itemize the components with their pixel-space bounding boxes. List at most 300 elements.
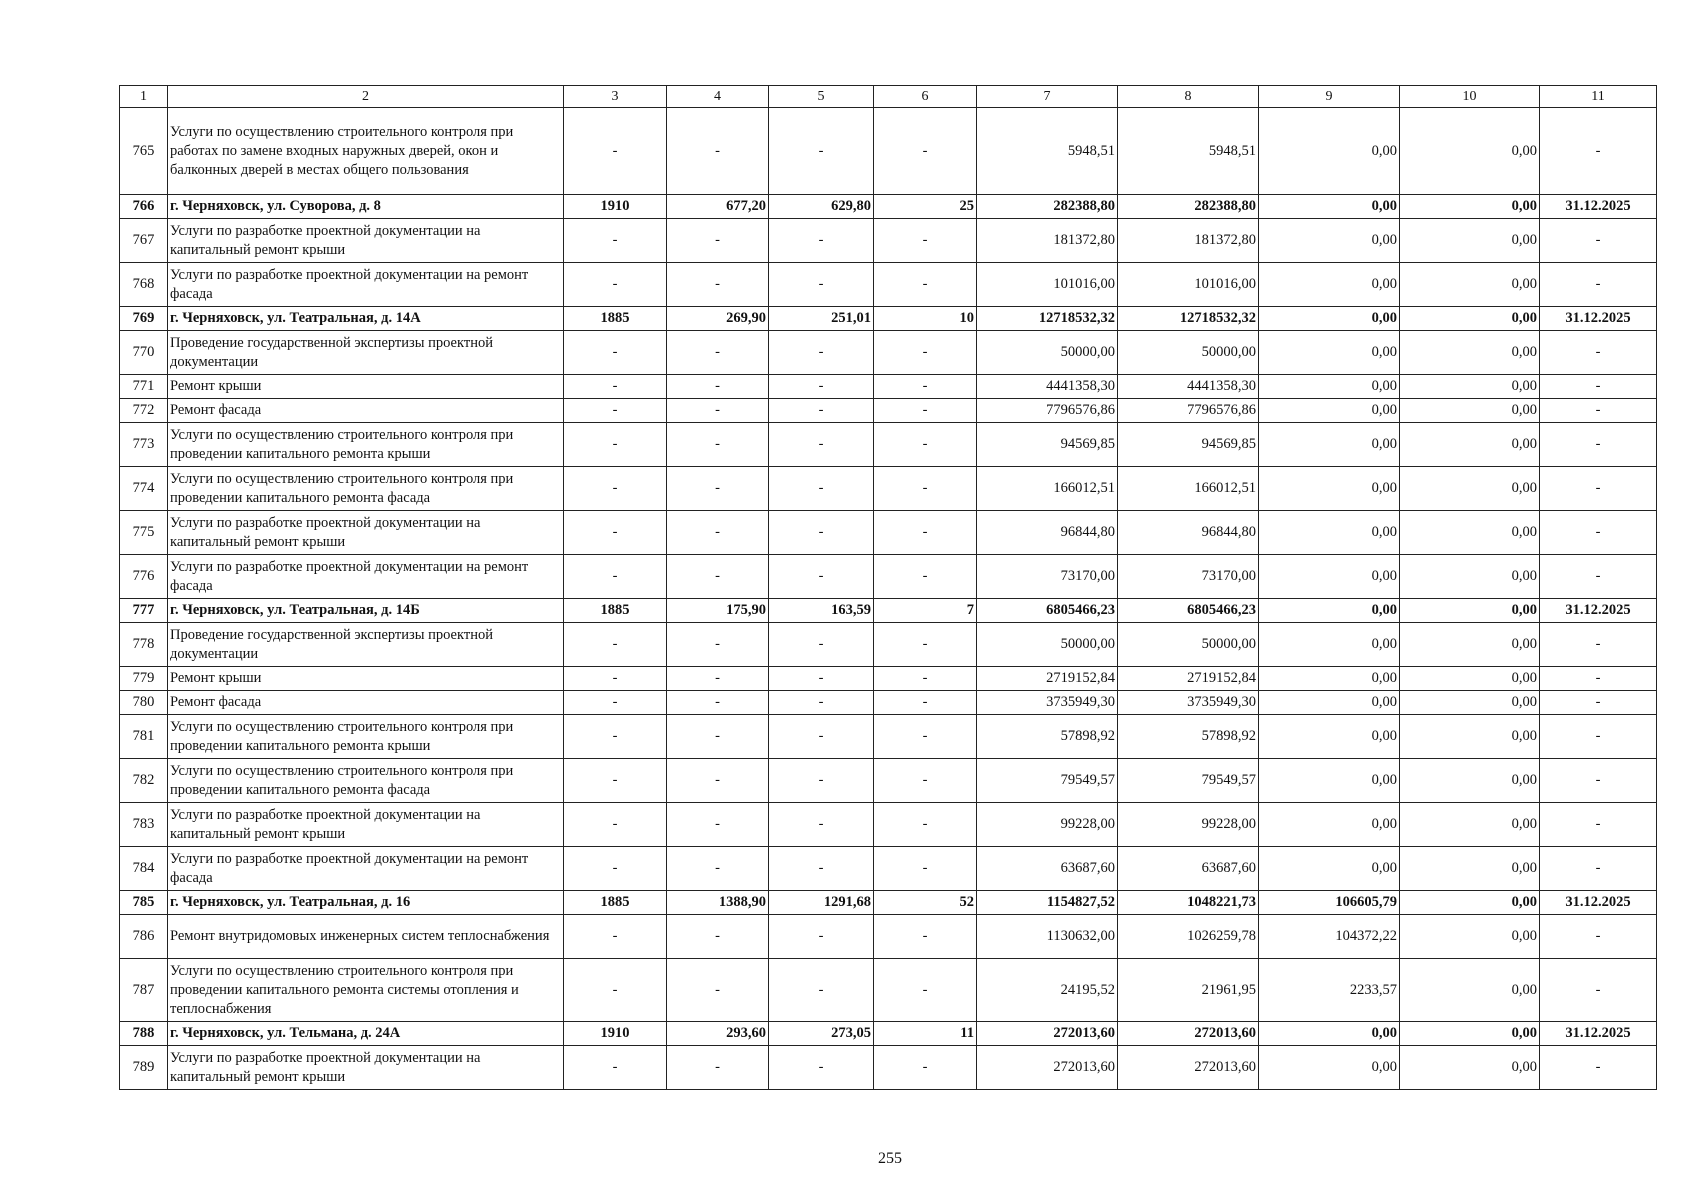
row-description: Услуги по осуществлению строительного контроля при работах по замене входных наружных дверей, окон и балконных дверей в местах общего пользования	[168, 108, 564, 195]
row-description: Услуги по осуществлению строительного контроля при проведении капитального ремонта крыши	[168, 423, 564, 467]
col9-amount: 104372,22	[1259, 915, 1400, 959]
col6-value: 52	[874, 891, 977, 915]
row-description: Услуги по разработке проектной документации на ремонт фасада	[168, 847, 564, 891]
col3-value: 1885	[564, 599, 667, 623]
col8-amount: 94569,85	[1118, 423, 1259, 467]
col9-amount: 0,00	[1259, 599, 1400, 623]
col11-value: -	[1540, 399, 1657, 423]
col9-amount: 0,00	[1259, 759, 1400, 803]
col6-value: -	[874, 108, 977, 195]
col10-amount: 0,00	[1400, 847, 1540, 891]
col8-amount: 166012,51	[1118, 467, 1259, 511]
col3-value: -	[564, 263, 667, 307]
row-description: Услуги по осуществлению строительного контроля при проведении капитального ремонта системы отопления и теплоснабжения	[168, 959, 564, 1022]
col6-value: -	[874, 759, 977, 803]
col4-value: -	[667, 511, 769, 555]
row-number: 785	[120, 891, 168, 915]
col10-amount: 0,00	[1400, 307, 1540, 331]
col11-value: 31.12.2025	[1540, 195, 1657, 219]
col9-amount: 0,00	[1259, 195, 1400, 219]
col7-amount: 5948,51	[977, 108, 1118, 195]
col8-amount: 4441358,30	[1118, 375, 1259, 399]
column-number-2: 2	[168, 86, 564, 108]
col4-value: -	[667, 623, 769, 667]
col8-amount: 181372,80	[1118, 219, 1259, 263]
col7-amount: 272013,60	[977, 1022, 1118, 1046]
col9-amount: 2233,57	[1259, 959, 1400, 1022]
column-number-6: 6	[874, 86, 977, 108]
col4-value: -	[667, 375, 769, 399]
col5-value: -	[769, 219, 874, 263]
col10-amount: 0,00	[1400, 599, 1540, 623]
col7-amount: 24195,52	[977, 959, 1118, 1022]
col3-value: -	[564, 375, 667, 399]
row-number: 781	[120, 715, 168, 759]
col11-value: -	[1540, 959, 1657, 1022]
col11-value: -	[1540, 667, 1657, 691]
col5-value: -	[769, 511, 874, 555]
col8-amount: 1048221,73	[1118, 891, 1259, 915]
row-number: 780	[120, 691, 168, 715]
table-row	[120, 1046, 1657, 1090]
col6-value: -	[874, 715, 977, 759]
col4-value: -	[667, 715, 769, 759]
table-row	[120, 803, 1657, 847]
row-number: 770	[120, 331, 168, 375]
col10-amount: 0,00	[1400, 263, 1540, 307]
col4-value: -	[667, 803, 769, 847]
column-number-4: 4	[667, 86, 769, 108]
table-row	[120, 691, 1657, 715]
col3-value: 1910	[564, 195, 667, 219]
col7-amount: 12718532,32	[977, 307, 1118, 331]
col6-value: -	[874, 399, 977, 423]
col10-amount: 0,00	[1400, 467, 1540, 511]
table-row-address	[120, 1022, 1657, 1046]
col3-value: -	[564, 467, 667, 511]
col3-value: -	[564, 959, 667, 1022]
column-number-9: 9	[1259, 86, 1400, 108]
row-description: г. Черняховск, ул. Театральная, д. 16	[168, 891, 564, 915]
table-row	[120, 759, 1657, 803]
col11-value: -	[1540, 511, 1657, 555]
col11-value: 31.12.2025	[1540, 599, 1657, 623]
col3-value: 1885	[564, 891, 667, 915]
col8-amount: 21961,95	[1118, 959, 1259, 1022]
col10-amount: 0,00	[1400, 331, 1540, 375]
col4-value: -	[667, 667, 769, 691]
col4-value: 175,90	[667, 599, 769, 623]
col10-amount: 0,00	[1400, 423, 1540, 467]
row-number: 774	[120, 467, 168, 511]
col4-value: -	[667, 1046, 769, 1090]
col3-value: -	[564, 715, 667, 759]
col11-value: -	[1540, 375, 1657, 399]
col9-amount: 0,00	[1259, 375, 1400, 399]
col3-value: -	[564, 667, 667, 691]
col7-amount: 166012,51	[977, 467, 1118, 511]
table-row	[120, 399, 1657, 423]
col11-value: -	[1540, 331, 1657, 375]
table-row	[120, 467, 1657, 511]
col5-value: -	[769, 555, 874, 599]
col11-value: -	[1540, 467, 1657, 511]
col3-value: 1910	[564, 1022, 667, 1046]
col8-amount: 7796576,86	[1118, 399, 1259, 423]
col5-value: -	[769, 715, 874, 759]
col9-amount: 0,00	[1259, 623, 1400, 667]
col8-amount: 57898,92	[1118, 715, 1259, 759]
col10-amount: 0,00	[1400, 511, 1540, 555]
row-number: 771	[120, 375, 168, 399]
col11-value: -	[1540, 715, 1657, 759]
col3-value: -	[564, 555, 667, 599]
table-row	[120, 511, 1657, 555]
table-row-address	[120, 891, 1657, 915]
col8-amount: 79549,57	[1118, 759, 1259, 803]
col7-amount: 2719152,84	[977, 667, 1118, 691]
col4-value: -	[667, 847, 769, 891]
col11-value: -	[1540, 1046, 1657, 1090]
col3-value: -	[564, 219, 667, 263]
row-number: 777	[120, 599, 168, 623]
table-row	[120, 219, 1657, 263]
col5-value: -	[769, 959, 874, 1022]
col9-amount: 0,00	[1259, 1046, 1400, 1090]
col5-value: -	[769, 331, 874, 375]
col7-amount: 99228,00	[977, 803, 1118, 847]
col11-value: -	[1540, 759, 1657, 803]
page-number: 255	[878, 1150, 902, 1167]
col6-value: -	[874, 263, 977, 307]
row-number: 786	[120, 915, 168, 959]
col6-value: -	[874, 1046, 977, 1090]
row-number: 789	[120, 1046, 168, 1090]
col10-amount: 0,00	[1400, 195, 1540, 219]
col4-value: -	[667, 108, 769, 195]
col4-value: 677,20	[667, 195, 769, 219]
col11-value: -	[1540, 108, 1657, 195]
col11-value: 31.12.2025	[1540, 307, 1657, 331]
table-row-address	[120, 195, 1657, 219]
row-description: Ремонт фасада	[168, 399, 564, 423]
col4-value: -	[667, 263, 769, 307]
col8-amount: 50000,00	[1118, 623, 1259, 667]
col5-value: -	[769, 691, 874, 715]
works-table	[119, 85, 1657, 1090]
col10-amount: 0,00	[1400, 759, 1540, 803]
row-number: 776	[120, 555, 168, 599]
row-number: 765	[120, 108, 168, 195]
col8-amount: 6805466,23	[1118, 599, 1259, 623]
table-row	[120, 108, 1657, 195]
col3-value: -	[564, 803, 667, 847]
row-description: Услуги по осуществлению строительного контроля при проведении капитального ремонта крыши	[168, 715, 564, 759]
col6-value: -	[874, 555, 977, 599]
col5-value: -	[769, 803, 874, 847]
col7-amount: 101016,00	[977, 263, 1118, 307]
col9-amount: 0,00	[1259, 667, 1400, 691]
row-description: Услуги по разработке проектной документации на капитальный ремонт крыши	[168, 803, 564, 847]
col9-amount: 0,00	[1259, 263, 1400, 307]
col4-value: -	[667, 555, 769, 599]
table-row	[120, 263, 1657, 307]
col10-amount: 0,00	[1400, 623, 1540, 667]
table-row	[120, 959, 1657, 1022]
col9-amount: 0,00	[1259, 467, 1400, 511]
col3-value: 1885	[564, 307, 667, 331]
col5-value: -	[769, 108, 874, 195]
col4-value: 293,60	[667, 1022, 769, 1046]
row-description: г. Черняховск, ул. Суворова, д. 8	[168, 195, 564, 219]
col7-amount: 1154827,52	[977, 891, 1118, 915]
col11-value: 31.12.2025	[1540, 1022, 1657, 1046]
col10-amount: 0,00	[1400, 1046, 1540, 1090]
col7-amount: 3735949,30	[977, 691, 1118, 715]
col3-value: -	[564, 847, 667, 891]
col8-amount: 272013,60	[1118, 1046, 1259, 1090]
col6-value: -	[874, 219, 977, 263]
col5-value: -	[769, 399, 874, 423]
col10-amount: 0,00	[1400, 375, 1540, 399]
col5-value: -	[769, 847, 874, 891]
col7-amount: 7796576,86	[977, 399, 1118, 423]
row-description: Услуги по разработке проектной документации на капитальный ремонт крыши	[168, 1046, 564, 1090]
col11-value: -	[1540, 915, 1657, 959]
col7-amount: 50000,00	[977, 623, 1118, 667]
col5-value: 251,01	[769, 307, 874, 331]
row-description: Услуги по осуществлению строительного контроля при проведении капитального ремонта фасада	[168, 759, 564, 803]
column-number-8: 8	[1118, 86, 1259, 108]
col3-value: -	[564, 623, 667, 667]
col5-value: -	[769, 915, 874, 959]
col4-value: -	[667, 691, 769, 715]
col5-value: 273,05	[769, 1022, 874, 1046]
row-number: 784	[120, 847, 168, 891]
col10-amount: 0,00	[1400, 959, 1540, 1022]
col4-value: -	[667, 959, 769, 1022]
row-number: 778	[120, 623, 168, 667]
col10-amount: 0,00	[1400, 1022, 1540, 1046]
col5-value: 1291,68	[769, 891, 874, 915]
column-number-row	[120, 86, 1657, 108]
col9-amount: 0,00	[1259, 399, 1400, 423]
col6-value: -	[874, 511, 977, 555]
col5-value: -	[769, 263, 874, 307]
col4-value: -	[667, 759, 769, 803]
row-number: 782	[120, 759, 168, 803]
col11-value: -	[1540, 803, 1657, 847]
row-number: 788	[120, 1022, 168, 1046]
row-description: г. Черняховск, ул. Театральная, д. 14Б	[168, 599, 564, 623]
row-description: Услуги по разработке проектной документации на ремонт фасада	[168, 263, 564, 307]
col7-amount: 6805466,23	[977, 599, 1118, 623]
table-row	[120, 915, 1657, 959]
row-number: 766	[120, 195, 168, 219]
table-body	[120, 86, 1657, 1090]
col11-value: -	[1540, 263, 1657, 307]
col10-amount: 0,00	[1400, 399, 1540, 423]
col9-amount: 0,00	[1259, 715, 1400, 759]
col11-value: -	[1540, 423, 1657, 467]
col6-value: -	[874, 959, 977, 1022]
row-number: 767	[120, 219, 168, 263]
col4-value: -	[667, 423, 769, 467]
col4-value: -	[667, 915, 769, 959]
col6-value: 10	[874, 307, 977, 331]
column-number-3: 3	[564, 86, 667, 108]
col5-value: -	[769, 623, 874, 667]
row-description: Услуги по разработке проектной документации на ремонт фасада	[168, 555, 564, 599]
col6-value: -	[874, 667, 977, 691]
col6-value: 11	[874, 1022, 977, 1046]
col6-value: -	[874, 847, 977, 891]
col3-value: -	[564, 1046, 667, 1090]
row-number: 787	[120, 959, 168, 1022]
row-description: Проведение государственной экспертизы проектной документации	[168, 623, 564, 667]
col9-amount: 0,00	[1259, 803, 1400, 847]
col3-value: -	[564, 331, 667, 375]
col10-amount: 0,00	[1400, 555, 1540, 599]
col6-value: -	[874, 467, 977, 511]
col8-amount: 272013,60	[1118, 1022, 1259, 1046]
col8-amount: 63687,60	[1118, 847, 1259, 891]
row-number: 772	[120, 399, 168, 423]
col9-amount: 0,00	[1259, 108, 1400, 195]
table-row	[120, 623, 1657, 667]
col6-value: -	[874, 423, 977, 467]
column-number-11: 11	[1540, 86, 1657, 108]
col8-amount: 50000,00	[1118, 331, 1259, 375]
col10-amount: 0,00	[1400, 915, 1540, 959]
col11-value: -	[1540, 555, 1657, 599]
col3-value: -	[564, 759, 667, 803]
col7-amount: 96844,80	[977, 511, 1118, 555]
col7-amount: 272013,60	[977, 1046, 1118, 1090]
col11-value: -	[1540, 691, 1657, 715]
col10-amount: 0,00	[1400, 667, 1540, 691]
col6-value: 25	[874, 195, 977, 219]
col8-amount: 73170,00	[1118, 555, 1259, 599]
col4-value: -	[667, 467, 769, 511]
row-number: 768	[120, 263, 168, 307]
col5-value: -	[769, 423, 874, 467]
col4-value: 1388,90	[667, 891, 769, 915]
row-description: Ремонт фасада	[168, 691, 564, 715]
row-number: 769	[120, 307, 168, 331]
col4-value: -	[667, 219, 769, 263]
column-number-10: 10	[1400, 86, 1540, 108]
col9-amount: 0,00	[1259, 847, 1400, 891]
table-row-address	[120, 599, 1657, 623]
col3-value: -	[564, 399, 667, 423]
column-number-1: 1	[120, 86, 168, 108]
col8-amount: 96844,80	[1118, 511, 1259, 555]
col6-value: -	[874, 375, 977, 399]
row-number: 783	[120, 803, 168, 847]
col10-amount: 0,00	[1400, 691, 1540, 715]
col4-value: 269,90	[667, 307, 769, 331]
col5-value: -	[769, 667, 874, 691]
col3-value: -	[564, 108, 667, 195]
col7-amount: 63687,60	[977, 847, 1118, 891]
col9-amount: 0,00	[1259, 555, 1400, 599]
col9-amount: 0,00	[1259, 307, 1400, 331]
col7-amount: 282388,80	[977, 195, 1118, 219]
col7-amount: 1130632,00	[977, 915, 1118, 959]
col10-amount: 0,00	[1400, 108, 1540, 195]
col9-amount: 0,00	[1259, 219, 1400, 263]
col8-amount: 101016,00	[1118, 263, 1259, 307]
row-description: Ремонт внутридомовых инженерных систем теплоснабжения	[168, 915, 564, 959]
col8-amount: 2719152,84	[1118, 667, 1259, 691]
col11-value: -	[1540, 623, 1657, 667]
col7-amount: 181372,80	[977, 219, 1118, 263]
col6-value: -	[874, 691, 977, 715]
col10-amount: 0,00	[1400, 891, 1540, 915]
row-number: 779	[120, 667, 168, 691]
table-row	[120, 555, 1657, 599]
col6-value: -	[874, 803, 977, 847]
col6-value: 7	[874, 599, 977, 623]
col6-value: -	[874, 623, 977, 667]
col3-value: -	[564, 915, 667, 959]
row-description: Услуги по осуществлению строительного контроля при проведении капитального ремонта фасада	[168, 467, 564, 511]
row-description: Услуги по разработке проектной документации на капитальный ремонт крыши	[168, 511, 564, 555]
col5-value: -	[769, 467, 874, 511]
row-description: Ремонт крыши	[168, 375, 564, 399]
row-description: Услуги по разработке проектной документации на капитальный ремонт крыши	[168, 219, 564, 263]
col7-amount: 73170,00	[977, 555, 1118, 599]
col4-value: -	[667, 331, 769, 375]
row-description: г. Черняховск, ул. Тельмана, д. 24А	[168, 1022, 564, 1046]
table-row	[120, 667, 1657, 691]
table-row	[120, 715, 1657, 759]
col8-amount: 282388,80	[1118, 195, 1259, 219]
col5-value: -	[769, 1046, 874, 1090]
col8-amount: 5948,51	[1118, 108, 1259, 195]
col7-amount: 4441358,30	[977, 375, 1118, 399]
col7-amount: 94569,85	[977, 423, 1118, 467]
col4-value: -	[667, 399, 769, 423]
col8-amount: 12718532,32	[1118, 307, 1259, 331]
col7-amount: 79549,57	[977, 759, 1118, 803]
col6-value: -	[874, 331, 977, 375]
col7-amount: 50000,00	[977, 331, 1118, 375]
col11-value: -	[1540, 847, 1657, 891]
col5-value: -	[769, 375, 874, 399]
table-row	[120, 331, 1657, 375]
col8-amount: 1026259,78	[1118, 915, 1259, 959]
col9-amount: 0,00	[1259, 691, 1400, 715]
col8-amount: 3735949,30	[1118, 691, 1259, 715]
row-description: Ремонт крыши	[168, 667, 564, 691]
col10-amount: 0,00	[1400, 715, 1540, 759]
column-number-5: 5	[769, 86, 874, 108]
column-number-7: 7	[977, 86, 1118, 108]
col11-value: 31.12.2025	[1540, 891, 1657, 915]
col11-value: -	[1540, 219, 1657, 263]
col3-value: -	[564, 423, 667, 467]
row-number: 775	[120, 511, 168, 555]
col9-amount: 106605,79	[1259, 891, 1400, 915]
table-row	[120, 423, 1657, 467]
col8-amount: 99228,00	[1118, 803, 1259, 847]
col6-value: -	[874, 915, 977, 959]
col9-amount: 0,00	[1259, 331, 1400, 375]
row-description: г. Черняховск, ул. Театральная, д. 14А	[168, 307, 564, 331]
col9-amount: 0,00	[1259, 423, 1400, 467]
